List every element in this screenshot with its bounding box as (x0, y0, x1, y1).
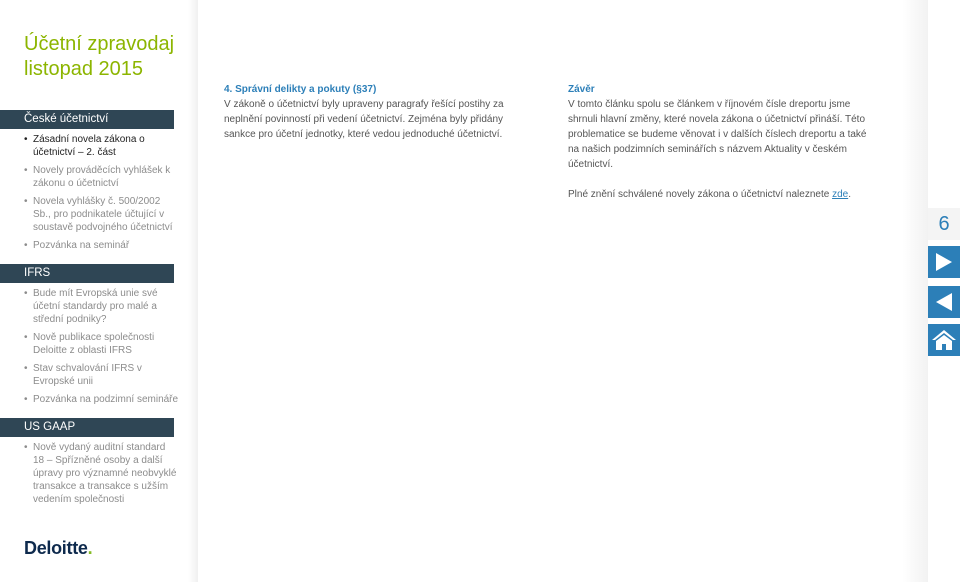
nav-item-autumn-seminars[interactable] (24, 393, 179, 406)
section-heading-czech-accounting[interactable]: České účetnictví (0, 110, 174, 129)
article-heading-penalties: 4. Správní delikty a pokuty (§37) (224, 84, 377, 95)
bullet-icon: • (24, 332, 28, 343)
article-right-column (568, 82, 878, 202)
nav-item-label: Nově vydaný auditní standard 18 – Spřízněné osoby a další úpravy pro významné neobvyklé transakce a transakce s užším vedením společnosti (33, 442, 177, 505)
page-number: 6 (928, 208, 960, 240)
nav-item-label: Zásadní novela zákona o účetnictví – 2. část (33, 134, 145, 158)
deloitte-logo (24, 538, 92, 559)
article-left-column (224, 82, 529, 142)
logo-text: Deloitte (24, 538, 88, 558)
nav-item-deloitte-publications[interactable] (24, 331, 179, 357)
next-page-button[interactable] (928, 246, 960, 278)
home-icon (931, 329, 957, 351)
arrow-right-icon (936, 253, 952, 271)
nav-item-label: Pozvánka na seminář (33, 240, 130, 251)
nav-item-main-amendment[interactable] (24, 133, 179, 159)
bullet-icon: • (24, 288, 28, 299)
sidebar (0, 0, 196, 582)
nav-item-ifrs-endorsement[interactable] (24, 362, 179, 388)
sidebar-divider (188, 0, 198, 582)
previous-page-button[interactable] (928, 286, 960, 318)
publication-issue: listopad 2015 (24, 58, 143, 80)
nav-item-seminar-invite[interactable] (24, 239, 179, 252)
bullet-icon: • (24, 363, 28, 374)
nav-item-audit-standard-18[interactable] (24, 441, 179, 506)
nav-item-label: Pozvánka na podzimní semináře (33, 394, 179, 405)
bullet-icon: • (24, 165, 28, 176)
right-rail-divider (902, 0, 928, 582)
nav-item-decree-amendments[interactable] (24, 164, 179, 190)
bullet-icon: • (24, 240, 28, 251)
nav-item-label: Stav schvalování IFRS v Evropské unii (33, 363, 142, 387)
article-heading-conclusion: Závěr (568, 84, 595, 95)
nav-item-label: Novely prováděcích vyhlášek k zákonu o účetnictví (33, 165, 171, 189)
nav-item-label: Bude mít Evropská unie své účetní standardy pro malé a střední podniky? (33, 288, 158, 325)
link-prefix-text: Plné znění schválené novely zákona o účetnictví naleznete (568, 189, 833, 200)
full-text-link[interactable]: zde (832, 189, 849, 200)
bullet-icon: • (24, 394, 28, 405)
arrow-left-icon (936, 293, 952, 311)
section-heading-ifrs[interactable]: IFRS (0, 264, 174, 283)
publication-title: Účetní zpravodaj (24, 33, 175, 55)
article-paragraph: V tomto článku spolu se článkem v říjnovém čísle dreportu jsme shrnuli hlavní změny, které novela zákona o účetnictví přináší. Této problematice se budeme věnovat i v dalších číslech dreportu a také na našich podzimních seminářích s názvem Aktuality v českém účetnictví. (568, 99, 867, 170)
section-heading-us-gaap[interactable]: US GAAP (0, 418, 174, 437)
bullet-icon: • (24, 442, 28, 453)
home-button[interactable] (928, 324, 960, 356)
article-link-paragraph (568, 187, 878, 202)
nav-item-eu-sme-standards[interactable] (24, 287, 179, 326)
bullet-icon: • (24, 134, 28, 145)
nav-list-ifrs (24, 287, 179, 411)
nav-list-us-gaap (24, 441, 179, 511)
logo-dot: . (87, 538, 93, 558)
nav-list-czech-accounting (24, 133, 179, 257)
nav-item-decree-500[interactable] (24, 195, 179, 234)
bullet-icon: • (24, 196, 28, 207)
article-paragraph: V zákoně o účetnictví byly upraveny paragrafy řešící postihy za neplnění povinností při vedení účetnictví. Zejména byly přidány sankce pro účetní jednotky, které vedou jednoduché účetnictví. (224, 99, 504, 140)
nav-item-label: Nově publikace společnosti Deloitte z oblasti IFRS (33, 332, 155, 356)
link-suffix-text: . (848, 189, 851, 200)
nav-item-label: Novela vyhlášky č. 500/2002 Sb., pro podnikatele účtující v soustavě podvojného účetnictví (33, 196, 173, 233)
